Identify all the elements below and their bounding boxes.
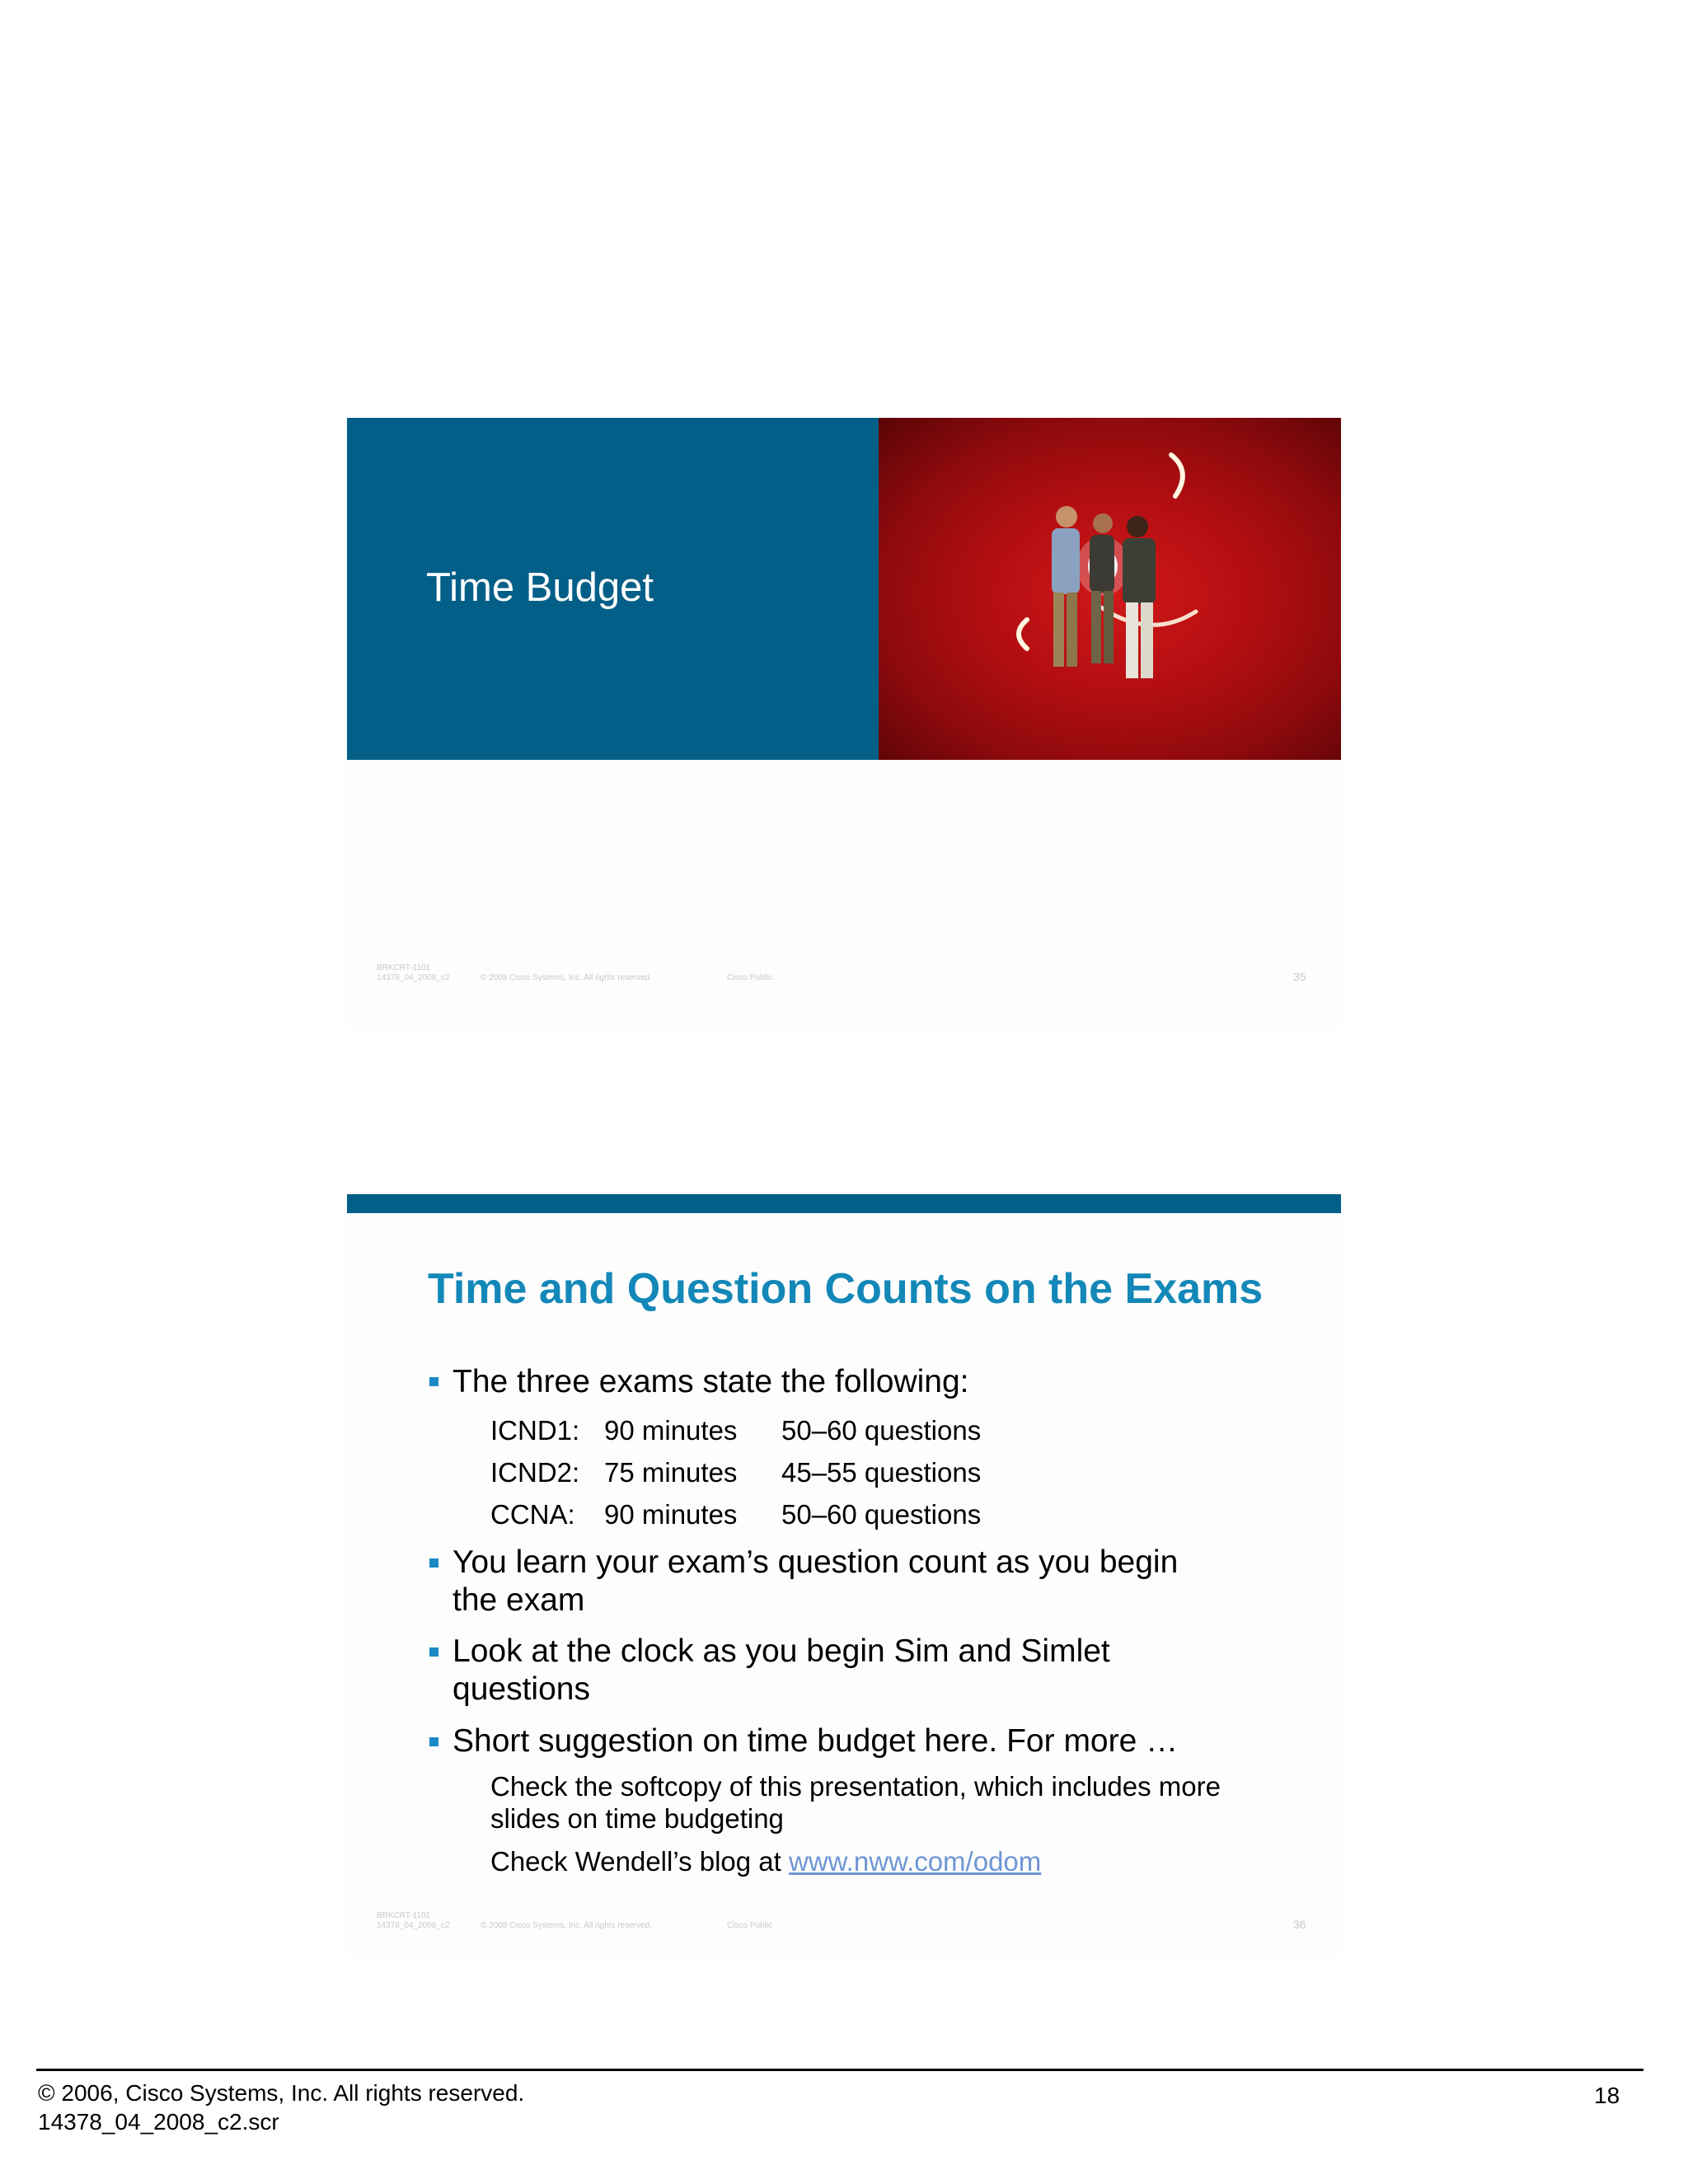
exam-minutes: 90 minutes: [604, 1499, 738, 1530]
page-number: 18: [1594, 2083, 1620, 2108]
exam-name: ICND1:: [490, 1415, 580, 1446]
exam-questions: 45–55 questions: [781, 1457, 982, 1488]
people-photo: [879, 418, 1341, 760]
bullet-item: Look at the clock as you begin Sim and Simlet: [452, 1633, 1110, 1669]
footer-rule: [36, 2069, 1643, 2071]
sub-item-blog: [490, 1845, 1041, 1877]
slide-number: 35: [1293, 970, 1306, 983]
bullet-marker: [429, 1558, 438, 1568]
bullet-item-continued: questions: [452, 1671, 590, 1707]
slide-number: 36: [1293, 1918, 1306, 1931]
footer-copyright: © 2006, Cisco Systems, Inc. All rights reserved.: [38, 2080, 525, 2106]
bullet-item: The three exams state the following:: [452, 1364, 969, 1399]
sub-item: Check the softcopy of this presentation, which includes more: [490, 1771, 1221, 1802]
slide-footer-classification: Cisco Public: [727, 973, 773, 982]
slide-title: Time and Question Counts on the Exams: [428, 1265, 1264, 1313]
bullet-item-continued: the exam: [452, 1582, 585, 1618]
exam-name: ICND2:: [490, 1457, 580, 1488]
exam-minutes: 75 minutes: [604, 1457, 738, 1488]
bullet-item: Short suggestion on time budget here. For more …: [452, 1723, 1179, 1759]
file-code: 14378_04_2008_c2: [377, 973, 450, 982]
slide-35: [347, 418, 1341, 1028]
exam-name: CCNA:: [490, 1499, 575, 1530]
sub-item-continued: slides on time budgeting: [490, 1803, 784, 1834]
slide-footer-info: [377, 1911, 449, 1931]
slide-title: Time Budget: [426, 565, 654, 610]
footer-file: 14378_04_2008_c2.scr: [38, 2109, 279, 2135]
slide-footer-classification: Cisco Public: [727, 1921, 773, 1930]
bullet-marker: [429, 1647, 438, 1657]
slide-36: [347, 1194, 1341, 1957]
session-code: BRKCRT-1101: [377, 963, 431, 972]
exam-questions: 50–60 questions: [781, 1499, 982, 1530]
slide-footer-copyright: © 2008 Cisco Systems, Inc. All rights reserved.: [481, 973, 653, 982]
slide-footer-copyright: © 2008 Cisco Systems, Inc. All rights reserved.: [481, 1921, 653, 1930]
file-code: 14378_04_2008_c2: [377, 1921, 450, 1930]
people-illustration: [879, 418, 1341, 760]
blog-link[interactable]: www.nww.com/odom: [789, 1846, 1042, 1877]
blog-prefix: Check Wendell’s blog at: [490, 1846, 789, 1877]
bullet-marker: [429, 1737, 438, 1746]
session-code: BRKCRT-1101: [377, 1911, 431, 1920]
title-panel: [347, 418, 879, 760]
exam-questions: 50–60 questions: [781, 1415, 982, 1446]
bullet-item: You learn your exam’s question count as you begin: [452, 1544, 1179, 1580]
header-bar: [347, 1194, 1341, 1213]
bullet-marker: [429, 1377, 438, 1386]
slide-footer-info: [377, 963, 449, 983]
exam-minutes: 90 minutes: [604, 1415, 738, 1446]
